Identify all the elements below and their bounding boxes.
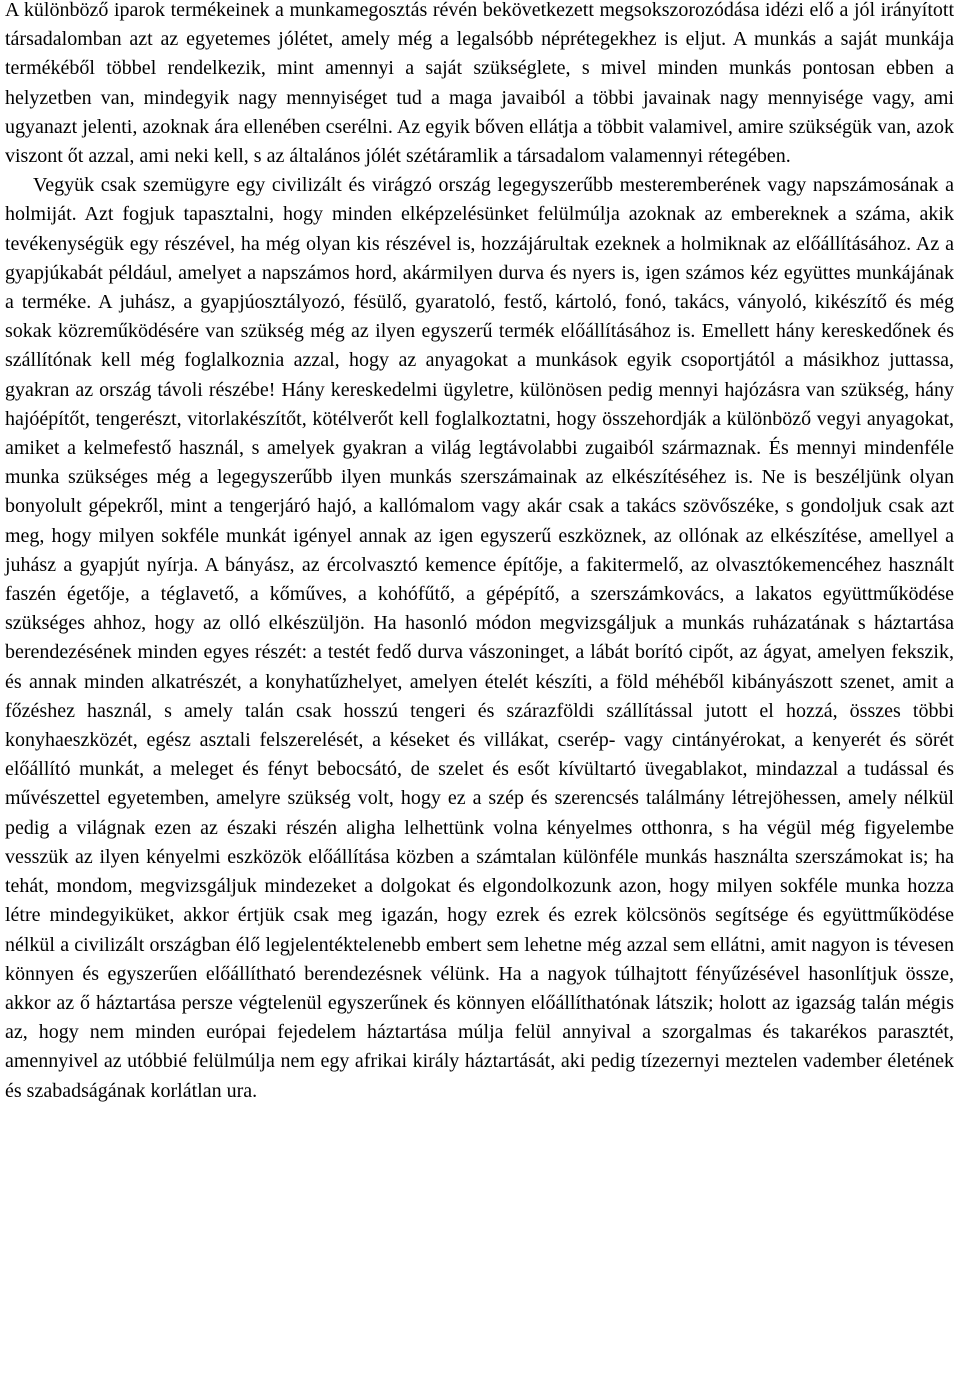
paragraph-2: Vegyük csak szemügyre egy civilizált és virágzó ország legegyszerűbb mesteremberének vagy napszámosának a holmiját. Azt fogjuk tapasztalni, hogy minden elképzelésünket felülmúlja azoknak az embereknek a száma, akik tevékenységük egy részével, ha még olyan kis részével is, hozzájárultak ezeknek a holmiknak az előállításához. Az a gyapjúkabát például, amelyet a napszámos hord, akármilyen durva és nyers is, igen számos kéz együttes munkájának a terméke. A juhász, a gyapjúosztályozó, fésülő, gyaratoló, festő, kártoló, fonó, takács, ványoló, kikészítő és még sokak közreműködésére van szükség még az ilyen egyszerű termék előállításához is. Emellett hány kereskedőnek és szállítónak kell még foglalkoznia azzal, hogy az anyagokat a munkások egyik csoportjától a másikhoz juttassa, gyakran az ország távoli részébe! Hány kereskedelmi ügyletre, különösen pedig mennyi hajózásra van szükség, hány hajóépítőt, tengerészt, vitorlakészítőt, kötélverőt kell foglalkoztatni, hogy összehordják a különböző vegyi anyagokat, amiket a kelmefestő használ, s amelyek gyakran a világ legtávolabbi zugaiból származnak. És mennyi mindenféle munka szükséges még a legegyszerűbb ilyen munkás szerszámainak az elkészítéséhez is. Ne is beszéljünk olyan bonyolult gépekről, mint a tengerjáró hajó, a kallómalom vagy akár csak a takács szövőszéke, s gondoljuk csak azt meg, hogy milyen sokféle munkát igényel annak az igen egyszerű eszköznek, az ollónak az elkészítése, amellyel a juhász a gyapjút nyírja. A bányász, az ércolvasztó kemence építője, a fakitermelő, az olvasztókemencéhez használt faszén égetője, a téglavető, a kőműves, a kohófűtő, a gépépítő, a szerszámkovács, a lakatos együttműködése szükséges ahhoz, hogy az olló elkészüljön. Ha hasonló módon megvizsgáljuk a munkás ruházatának s háztartása berendezésének minden egyes részét: a testét fedő durva vászoninget, a lábát borító cipőt, az ágyat, amelyen fekszik, és annak minden alkatrészét, a konyhatűzhelyet, amelyen ételét készíti, a föld méhéből kibányászott szenet, amit a főzéshez használ, s amely talán csak hosszú tengeri és szárazföldi szállítással jutott el hozzá, összes többi konyhaeszközét, egész asztali felszerelését, a késeket és villákat, cserép- vagy cintányérokat, a kenyerét és sörét előállító munkát, a meleget és fényt bebocsátó, de szelet és esőt kívültartó üvegablakot, mindazzal a tudással és művészettel egyetemben, amelyre szükség volt, hogy ez a szép és szerencsés találmány létrejöhessen, amely nélkül pedig a világnak ezen az északi részén aligha lelhettünk volna kényelmes otthonra, s ha végül még figyelembe vesszük az ilyen kényelmi eszközök előállítása közben a számtalan különféle munkás használta szerszámokat is; ha tehát, mondom, megvizsgáljuk mindezeket a dolgokat és elgondolkozunk azon, hogy milyen sokféle munka hozza létre mindegyiküket, akkor értjük csak meg igazán, hogy ezrek és ezrek kölcsönös segítsége és együttműködése nélkül a civilizált országban élő legjelentéktelenebb embert sem lehetne még azzal sem ellátni, amit nagyon is tévesen könnyen és egyszerűen előállítható berendezésnek vélünk. Ha a nagyok túlhajtott fényűzésével hasonlítjuk össze, akkor az ő háztartása persze végtelenül egyszerűnek és könnyen előállíthatónak látszik; holott az igazság talán mégis az, hogy nem minden európai fejedelem háztartása múlja felül annyival a szorgalmas és takarékos parasztét, amennyivel az utóbbié felülmúlja nem egy afrikai király háztartását, aki pedig tízezernyi meztelen vadember életének és szabadságának korlátlan ura. [5, 174, 954, 1102]
paragraph-1: A különböző iparok termékeinek a munkamegosztás révén bekövetkezett megsokszorozódása idézi elő a jól irányított társadalomban azt az egyetemes jólétet, amely még a legalsóbb néprétegekhez is eljut. A munkás a saját munkája termékéből többel rendelkezik, mint amennyi a saját szükséglete, s mivel minden munkás pontosan ebben a helyzetben van, mindegyik nagy mennyiséget tud a maga javaiból a többi javainak nagy mennyisége vagy, ami ugyanazt jelenti, azoknak ára ellenében cserélni. Az egyik bőven ellátja a többit valamivel, amire szükségük van, azok viszont őt azzal, ami neki kell, s az általános jólét szétáramlik a társadalom valamennyi rétegében. [5, 0, 954, 168]
